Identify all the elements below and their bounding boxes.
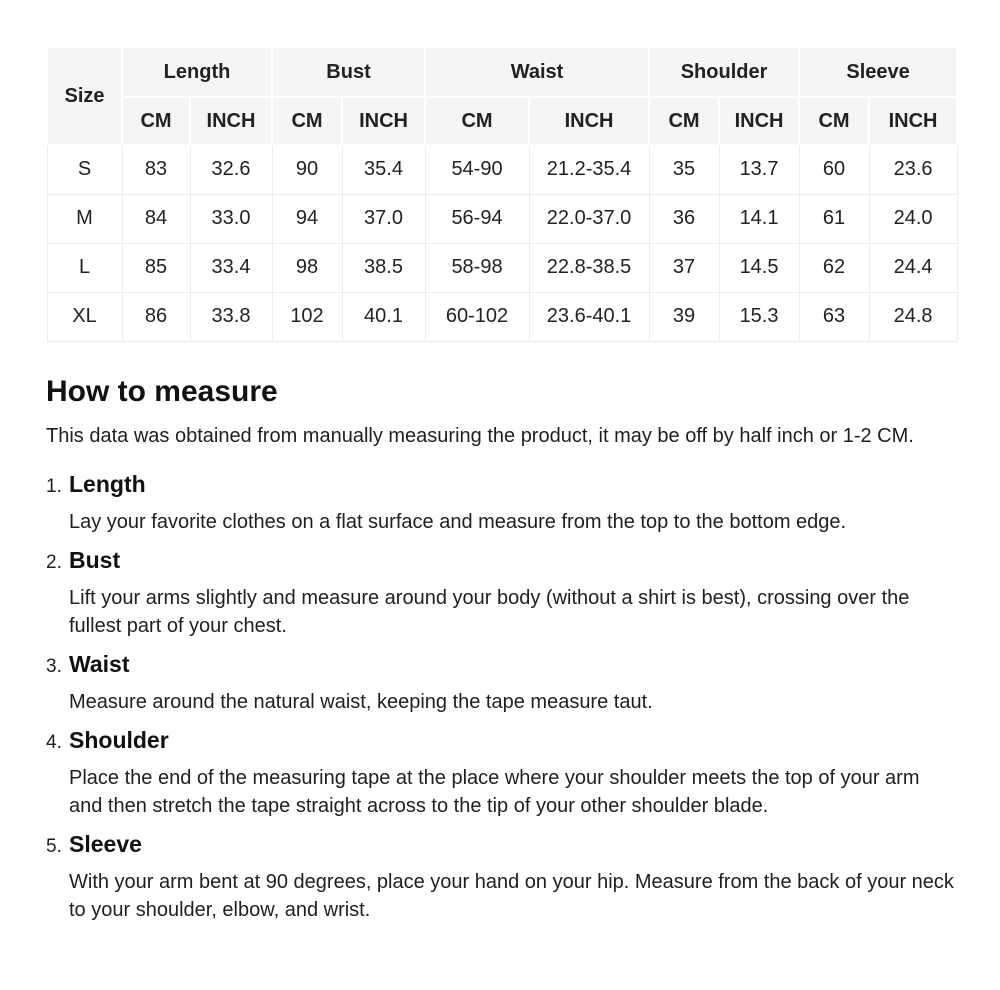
value-cell: 23.6-40.1 (529, 292, 649, 341)
value-cell: 24.4 (869, 243, 957, 292)
value-cell: 90 (272, 145, 342, 194)
col-header-bust: Bust (272, 47, 425, 97)
value-cell: 86 (122, 292, 190, 341)
unit-header-sleeve-inch: INCH (869, 97, 957, 145)
value-cell: 35.4 (342, 145, 425, 194)
step-number: 5. (46, 835, 62, 857)
step-number: 2. (46, 551, 62, 573)
step-heading (46, 650, 956, 681)
step-term: Waist (69, 650, 130, 677)
step-heading (46, 546, 956, 577)
value-cell: 24.8 (869, 292, 957, 341)
value-cell: 84 (122, 194, 190, 243)
value-cell: 33.8 (190, 292, 272, 341)
measure-disclaimer-text: This data was obtained from manually measuring the product, it may be off by half inch or 1-2 CM. (46, 424, 914, 447)
col-header-waist: Waist (425, 47, 649, 97)
size-cell: XL (47, 292, 122, 341)
value-cell: 22.0-37.0 (529, 194, 649, 243)
step-heading (46, 470, 956, 501)
step-term: Bust (69, 546, 121, 573)
value-cell: 98 (272, 243, 342, 292)
value-cell: 33.4 (190, 243, 272, 292)
step-number: 3. (46, 655, 62, 677)
value-cell: 38.5 (342, 243, 425, 292)
value-cell: 85 (122, 243, 190, 292)
table-unit-header-row (47, 97, 957, 145)
value-cell: 33.0 (190, 194, 272, 243)
value-cell: 62 (799, 243, 869, 292)
table-row (47, 194, 957, 243)
value-cell: 22.8-38.5 (529, 243, 649, 292)
size-chart-table (46, 46, 958, 342)
step-term: Shoulder (69, 726, 169, 753)
step-term: Length (69, 470, 146, 497)
value-cell: 23.6 (869, 145, 957, 194)
value-cell: 24.0 (869, 194, 957, 243)
list-item (46, 830, 956, 924)
table-row (47, 243, 957, 292)
value-cell: 58-98 (425, 243, 529, 292)
step-heading (46, 726, 956, 757)
value-cell: 54-90 (425, 145, 529, 194)
value-cell: 37.0 (342, 194, 425, 243)
size-cell: L (47, 243, 122, 292)
unit-header-bust-cm: CM (272, 97, 342, 145)
list-item (46, 650, 956, 716)
list-item (46, 470, 956, 536)
value-cell: 60-102 (425, 292, 529, 341)
col-header-shoulder: Shoulder (649, 47, 799, 97)
step-description: Measure around the natural waist, keeping the tape measure taut. (69, 690, 653, 713)
value-cell: 40.1 (342, 292, 425, 341)
value-cell: 102 (272, 292, 342, 341)
col-header-sleeve: Sleeve (799, 47, 957, 97)
value-cell: 60 (799, 145, 869, 194)
value-cell: 15.3 (719, 292, 799, 341)
unit-header-length-inch: INCH (190, 97, 272, 145)
unit-header-sleeve-cm: CM (799, 97, 869, 145)
unit-header-waist-cm: CM (425, 97, 529, 145)
unit-header-waist-inch: INCH (529, 97, 649, 145)
step-description: Lay your favorite clothes on a flat surface and measure from the top to the bottom edge. (69, 510, 847, 533)
table-row (47, 145, 957, 194)
value-cell: 56-94 (425, 194, 529, 243)
value-cell: 37 (649, 243, 719, 292)
list-item (46, 726, 956, 820)
value-cell: 32.6 (190, 145, 272, 194)
step-number: 4. (46, 731, 62, 753)
step-description: With your arm bent at 90 degrees, place your hand on your hip. Measure from the back of your neck to your shoulder, elbow, and wrist. (69, 870, 954, 921)
table-row (47, 292, 957, 341)
list-item (46, 546, 956, 640)
value-cell: 35 (649, 145, 719, 194)
col-header-size: Size (47, 47, 122, 145)
step-description: Place the end of the measuring tape at the place where your shoulder meets the top of your arm and then stretch the tape straight across to the tip of your other shoulder blade. (69, 766, 920, 817)
unit-header-shoulder-inch: INCH (719, 97, 799, 145)
value-cell: 14.1 (719, 194, 799, 243)
value-cell: 13.7 (719, 145, 799, 194)
value-cell: 39 (649, 292, 719, 341)
unit-header-bust-inch: INCH (342, 97, 425, 145)
step-description: Lift your arms slightly and measure around your body (without a shirt is best), crossing over the fullest part of your chest. (69, 586, 910, 637)
value-cell: 61 (799, 194, 869, 243)
value-cell: 83 (122, 145, 190, 194)
value-cell: 63 (799, 292, 869, 341)
size-cell: S (47, 145, 122, 194)
step-heading (46, 830, 956, 861)
step-number: 1. (46, 475, 62, 497)
unit-header-shoulder-cm: CM (649, 97, 719, 145)
col-header-length: Length (122, 47, 272, 97)
unit-header-length-cm: CM (122, 97, 190, 145)
size-cell: M (47, 194, 122, 243)
value-cell: 14.5 (719, 243, 799, 292)
measure-steps-list (46, 470, 956, 924)
value-cell: 21.2-35.4 (529, 145, 649, 194)
value-cell: 36 (649, 194, 719, 243)
how-to-measure-heading: How to measure (46, 374, 278, 408)
value-cell: 94 (272, 194, 342, 243)
step-term: Sleeve (69, 830, 142, 857)
table-group-header-row (47, 47, 957, 97)
